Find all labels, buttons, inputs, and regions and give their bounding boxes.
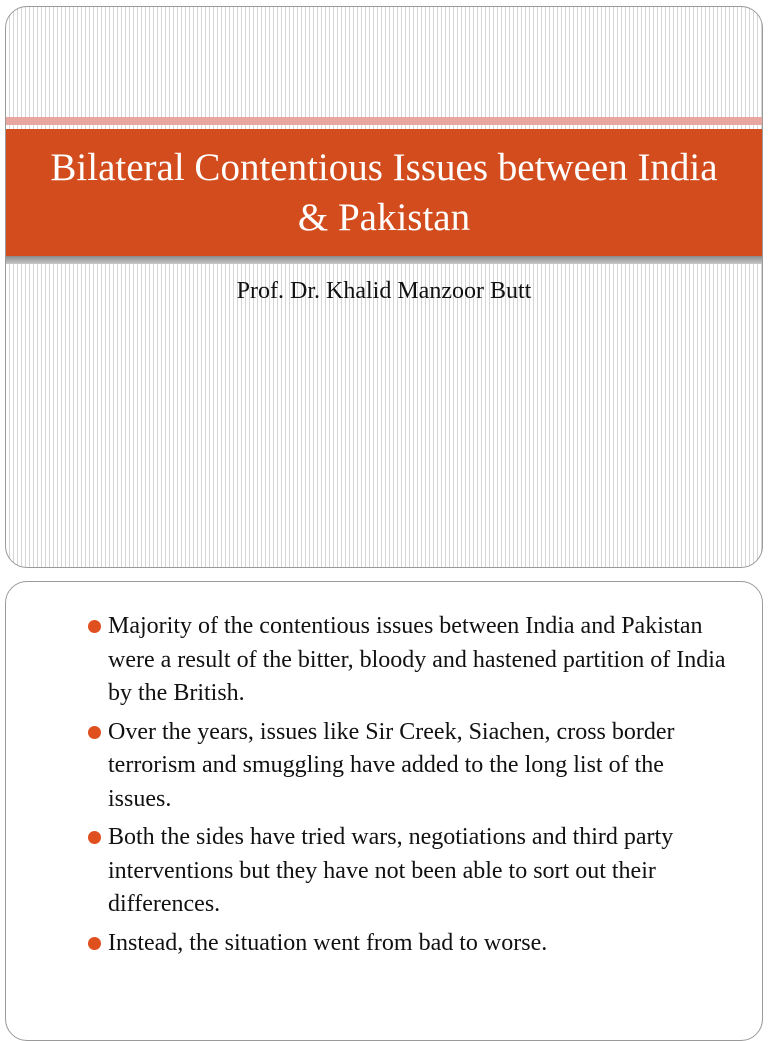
bullet-text: Majority of the contentious issues between India and Pakistan were a result of the bitter, bloody and hastened partition of India by the British.	[108, 613, 726, 706]
list-item	[88, 927, 728, 961]
list-item	[88, 716, 728, 817]
bullet-icon	[88, 937, 101, 950]
list-item	[88, 821, 728, 922]
bullet-text: Instead, the situation went from bad to worse.	[108, 929, 548, 956]
bullet-text: Both the sides have tried wars, negotiations and third party interventions but they have not been able to sort out their differences.	[108, 824, 674, 917]
bullet-icon	[88, 726, 101, 739]
list-item	[88, 610, 728, 711]
title-accent-band	[6, 117, 762, 125]
content-slide	[5, 581, 763, 1041]
slide-title: Bilateral Contentious Issues between India & Pakistan	[50, 145, 718, 239]
bullet-icon	[88, 831, 101, 844]
slide-subtitle: Prof. Dr. Khalid Manzoor Butt	[236, 278, 532, 304]
bullet-icon	[88, 620, 101, 633]
title-banner-shadow	[6, 256, 762, 264]
bullet-text: Over the years, issues like Sir Creek, Siachen, cross border terrorism and smuggling have added to the long list of the issues.	[108, 718, 675, 812]
title-slide	[5, 6, 763, 568]
bullet-list	[88, 610, 728, 965]
title-banner	[6, 129, 762, 256]
